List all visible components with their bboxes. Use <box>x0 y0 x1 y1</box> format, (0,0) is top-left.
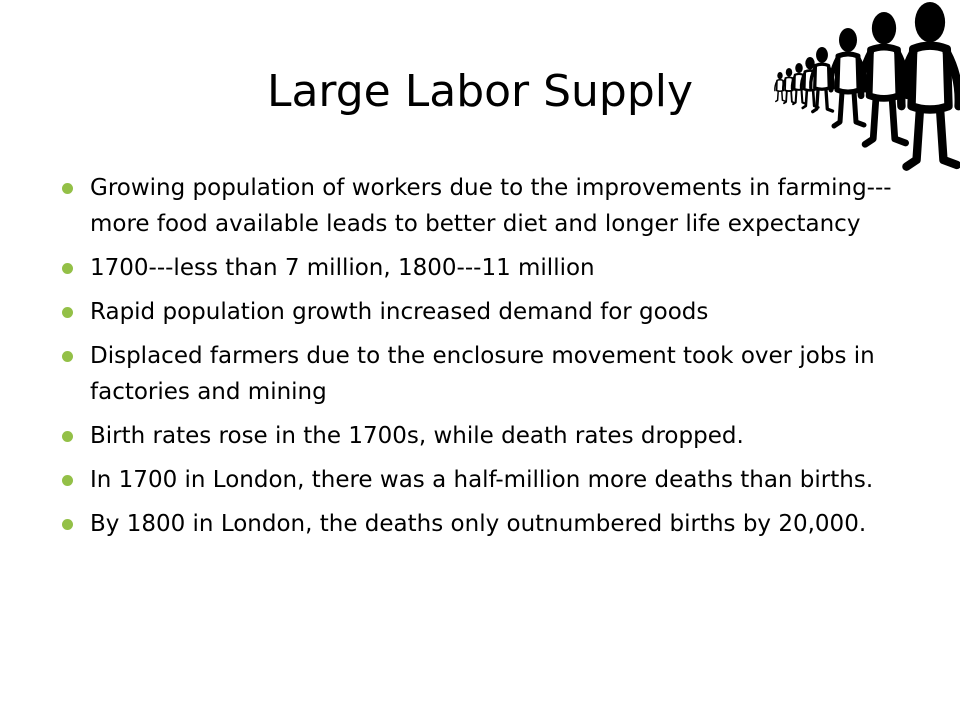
bullet-dot-icon <box>62 351 73 362</box>
bullet-item <box>60 250 900 286</box>
bullet-item <box>60 506 900 542</box>
bullet-dot-icon <box>62 183 73 194</box>
stick-figure <box>783 68 795 103</box>
bullet-text: Rapid population growth increased demand for goods <box>90 299 709 325</box>
crowd-of-stick-figures-icon <box>772 0 960 180</box>
bullet-dot-icon <box>62 519 73 530</box>
bullet-item <box>60 462 900 498</box>
bullet-item <box>60 294 900 330</box>
bullet-dot-icon <box>62 431 73 442</box>
bullet-text: In 1700 in London, there was a half-million more deaths than births. <box>90 467 874 493</box>
bullet-item <box>60 418 900 454</box>
bullet-dot-icon <box>62 263 73 274</box>
bullet-item <box>60 338 900 410</box>
bullet-text: By 1800 in London, the deaths only outnumbered births by 20,000. <box>90 511 867 537</box>
bullet-text: 1700---less than 7 million, 1800---11 million <box>90 255 595 281</box>
bullet-text: Displaced farmers due to the enclosure movement took over jobs in factories and mining <box>90 343 875 405</box>
bullet-text: Birth rates rose in the 1700s, while death rates dropped. <box>90 423 744 449</box>
bullet-text: Growing population of workers due to the improvements in farming---more food available leads to better diet and longer life expectancy <box>90 175 892 237</box>
bullet-item <box>60 170 900 242</box>
bullet-dot-icon <box>62 475 73 486</box>
slide-title: Large Labor Supply <box>266 66 694 117</box>
stick-figure <box>901 2 958 167</box>
bullet-dot-icon <box>62 307 73 318</box>
bullet-list <box>60 170 900 550</box>
